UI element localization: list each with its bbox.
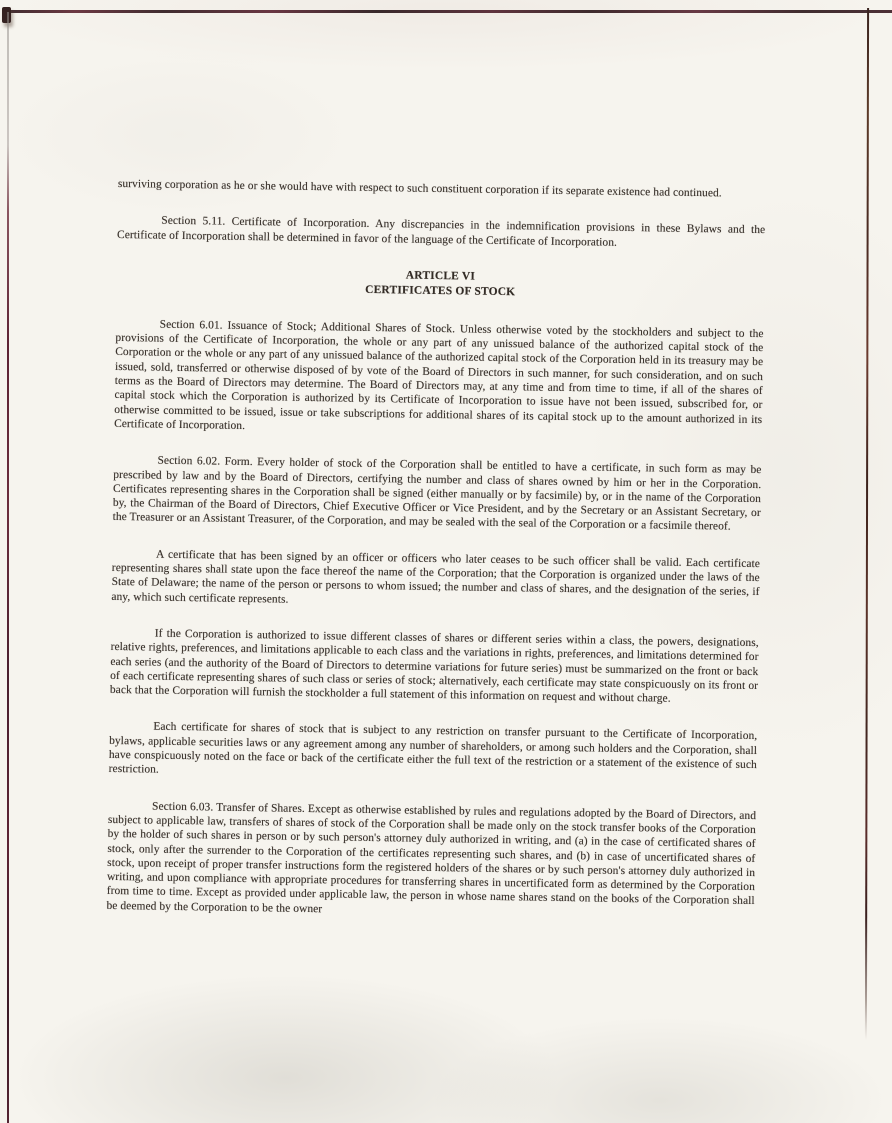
certificates-of-stock-heading: CERTIFICATES OF STOCK [365, 284, 516, 299]
paragraph-surviving-corporation-continuation: surviving corporation as he or she would have with respect to such constituent corporation if its separate existence had continued. [117, 177, 722, 200]
scan-artifact-left-edge-line [7, 12, 9, 1123]
paragraph-different-classes-of-shares: If the Corporation is authorized to issue different classes of shares or different series within a class, the powers, designations, relative rights, preferences, and limitations applicable to each class and the variations in rights, preferences, and limitations determined for each series (and the authority of the Board of Directors to determine variations for future series) must be summarized on the front or back of each certificate representing shares of such class or series of stock; alternatively, each certificate may state conspicuously on its front or back that the Corporation will furnish the stockholder a full statement of this information on request and without charge. [109, 627, 759, 705]
paragraph-certificate-signed-by-officer: A certificate that has been signed by an officer or officers who later ceases to be such officer shall be valid. Each certificate representing shares shall state upon the face thereof the name of the Corporation; that the Corporation is organized under the laws of the State of Delaware; the name of the person or persons to whom issued; the number and class of shares, and the designation of the series, if any, which such certificate represents. [111, 548, 761, 606]
scan-artifact-top-line [4, 10, 892, 13]
scan-artifact-right-edge-line [865, 8, 869, 1040]
document-text-block [106, 177, 766, 945]
paragraph-restriction-on-transfer: Each certificate for shares of stock that is subject to any restriction on transfer pursuant to the Certificate of Incorporation, bylaws, applicable securities laws or any agreement among any number of shareholders, or among such holders and the Corporation, shall have conspicuously noted on the face or back of the certificate either the full text of the restriction or a statement of the existence of such restriction. [108, 721, 758, 776]
paragraph-section-6-03-transfer-of-shares: Section 6.03. Transfer of Shares. Except as otherwise established by rules and regulations adopted by the Board of Directors, and subject to applicable law, transfers of shares of stock of the Corporation shall be made only on the stock transfer books of the Corporation by the holder of such shares in person or by such person's attorney duly authorized in writing, and (a) in the case of certificated shares of stock, only after the surrender to the Corporation of the certificates representing such shares, and (b) in case of uncertificated shares of stock, upon receipt of proper transfer instructions form the registered holders of the shares or by such person's attorney duly authorized in writing, and upon compliance with appropriate procedures for transferring shares in uncertificated form as determined by the Corporation from time to time. Except as provided under applicable law, the person in whose name shares stand on the books of the Corporation shall be deemed by the Corporation to be the owner [106, 800, 757, 915]
paragraph-section-6-01-issuance-of-stock: Section 6.01. Issuance of Stock; Additional Shares of Stock. Unless otherwise voted by the stockholders and subject to the provisions of the Certificate of Incorporation, the whole or any part of any unissued balance of the authorized capital stock of the Corporation or the whole or any part of any unissued balance of the authorized capital stock of the Corporation held in its treasury may be issued, sold, transferred or otherwise disposed of by vote of the Board of Directors in such manner, for such consideration, and on such terms as the Board of Directors may determine. The Board of Directors may, at any time and from time to time, if all of the shares of capital stock which the Corporation is authorized by its Certificate of Incorporation to issue have not been issued, subscribed for, or otherwise committed to be issued, issue or take subscriptions for additional shares of its capital stock up to the amount authorized in its Certificate of Incorporation. [114, 318, 764, 432]
paragraph-section-5-11-certificate-of-incorporation: Section 5.11. Certificate of Incorporation. Any discrepancies in the indemnification provisions in these Bylaws and the Certificate of Incorporation shall be determined in favor of the language of the Certificate of Incorporation. [116, 214, 766, 249]
article-vi-heading [116, 264, 764, 305]
paragraph-section-6-02-form: Section 6.02. Form. Every holder of stock of the Corporation shall be entitled to have a certificate, in such form as may be prescribed by law and by the Board of Directors, certifying the number and class of shares owned by him or her in the Corporation. Certificates representing shares in the Corporation shall be signed (either manually or by facsimile) by, or in the name of the Corporation by, the Chairman of the Board of Directors, Chief Executive Officer or Vice President, and by the Secretary or an Assistant Secretary, or the Treasurer or an Assistant Treasurer, of the Corporation, and may be sealed with the seal of the Corporation or a facsimile thereof. [112, 454, 762, 534]
article-number-heading: ARTICLE VI [405, 269, 476, 283]
